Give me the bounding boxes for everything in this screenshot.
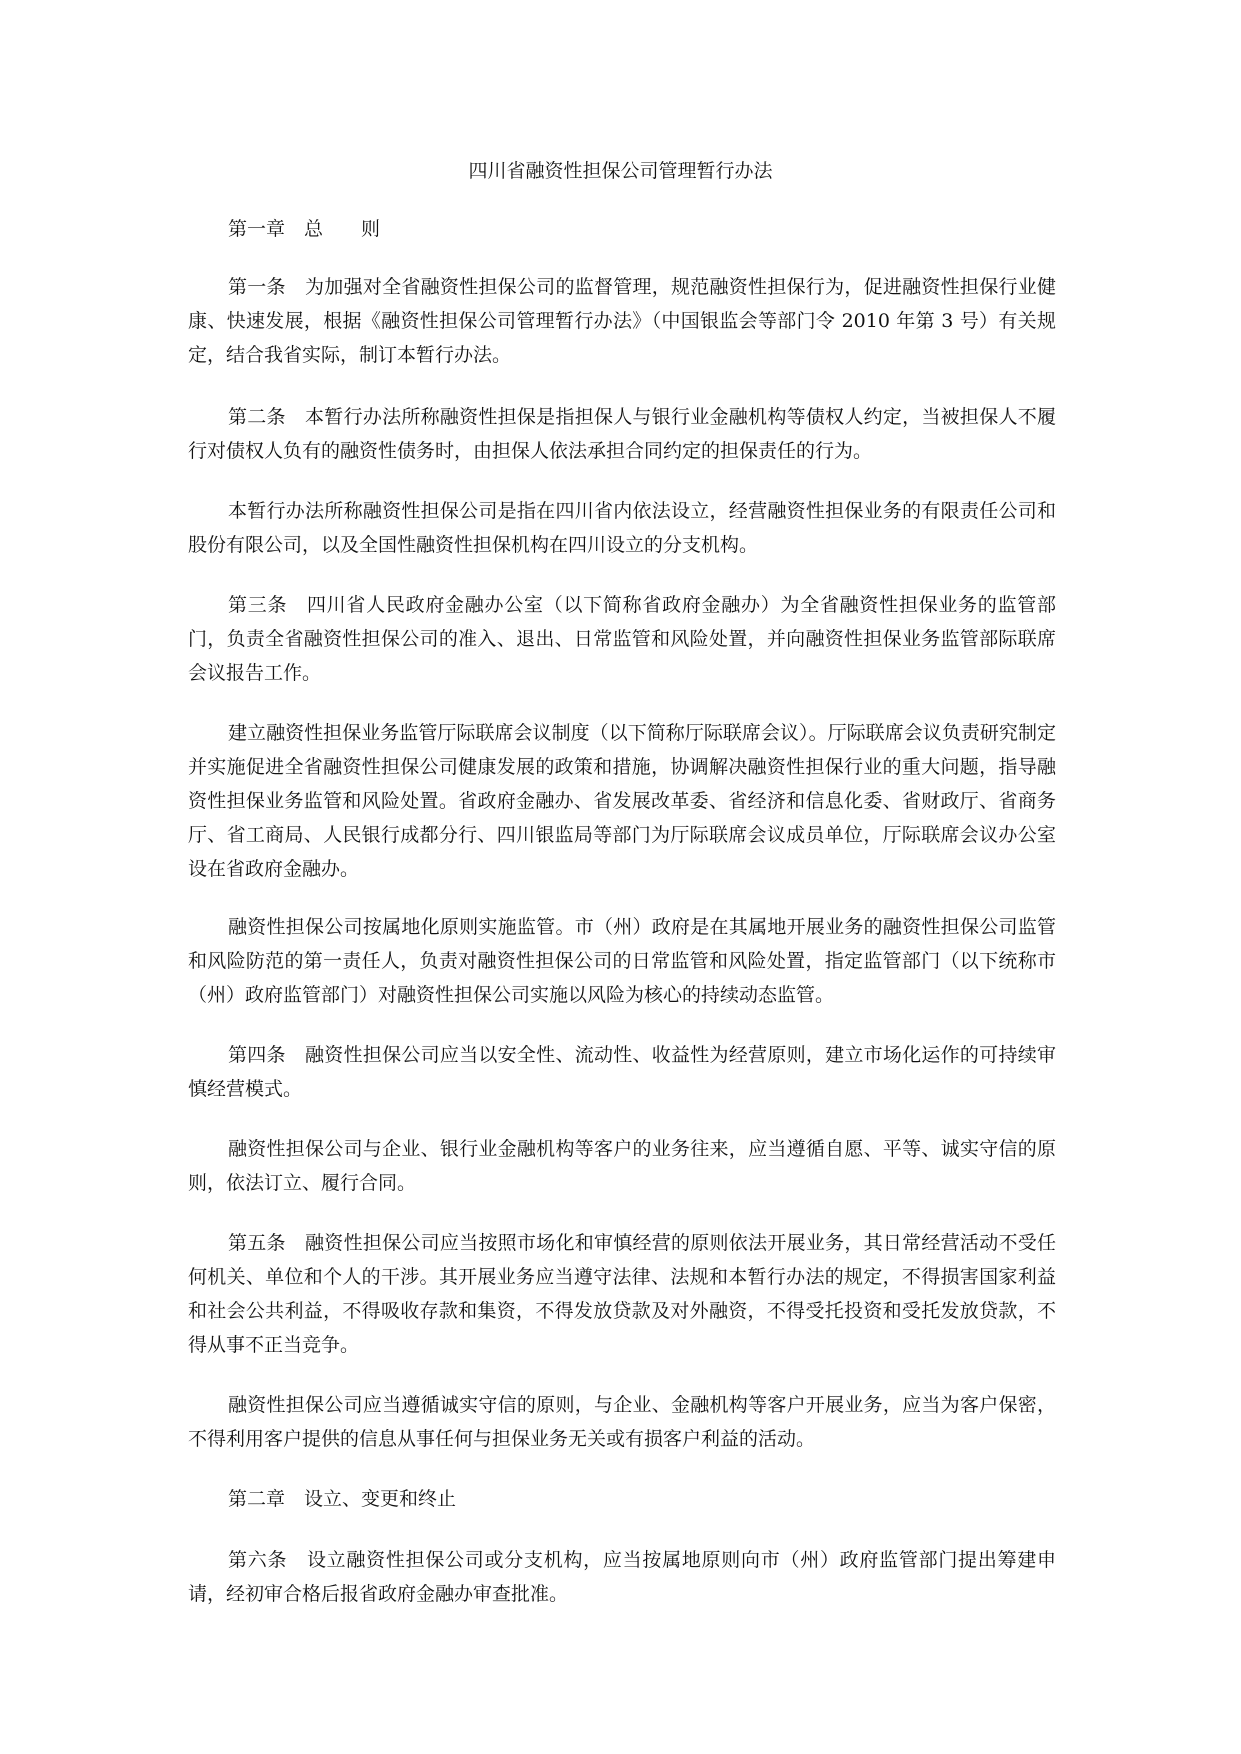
article-4	[188, 1038, 1056, 1106]
document-title: 四川省融资性担保公司管理暂行办法	[468, 160, 773, 182]
article-text: 本暂行办法所称融资性担保是指担保人与银行业金融机构等债权人约定，当被担保人不履行对债权人负有的融资性债务时，由担保人依法承担合同约定的担保责任的行为。	[188, 406, 1056, 462]
article-text: 为加强对全省融资性担保公司的监督管理，规范融资性担保行为，促进融资性担保行业健康、快速发展，根据《融资性担保公司管理暂行办法》（中国银监会等部门令 2010 年第 3 号）有关规定，结合我省实际，制订本暂行办法。	[188, 276, 1056, 366]
paragraph-text: 建立融资性担保业务监管厅际联席会议制度（以下简称厅际联席会议）。厅际联席会议负责研究制定并实施促进全省融资性担保公司健康发展的政策和措施，协调解决融资性担保行业的重大问题，指导融资性担保业务监管和风险处置。省政府金融办、省发展改革委、省经济和信息化委、省财政厅、省商务厅、省工商局、人民银行成都分行、四川银监局等部门为厅际联席会议成员单位，厅际联席会议办公室设在省政府金融办。	[188, 722, 1056, 880]
paragraph-text: 融资性担保公司与企业、银行业金融机构等客户的业务往来，应当遵循自愿、平等、诚实守信的原则，依法订立、履行合同。	[188, 1138, 1056, 1194]
article-label: 第四条	[228, 1044, 306, 1066]
paragraph-text: 本暂行办法所称融资性担保公司是指在四川省内依法设立，经营融资性担保业务的有限责任公司和股份有限公司，以及全国性融资性担保机构在四川设立的分支机构。	[188, 500, 1056, 556]
article-text: 融资性担保公司应当以安全性、流动性、收益性为经营原则，建立市场化运作的可持续审慎经营模式。	[188, 1044, 1056, 1100]
article-label: 第二条	[228, 406, 306, 428]
article-5	[188, 1226, 1056, 1362]
article-label: 第五条	[228, 1232, 306, 1254]
paragraph-3b	[188, 716, 1056, 886]
article-3	[188, 588, 1056, 690]
article-text: 设立融资性担保公司或分支机构，应当按属地原则向市（州）政府监管部门提出筹建申请，经初审合格后报省政府金融办审查批准。	[188, 1549, 1056, 1605]
paragraph-5b	[188, 1388, 1056, 1456]
paragraph-3c	[188, 910, 1056, 1012]
article-label: 第三条	[228, 594, 307, 616]
article-text: 融资性担保公司应当按照市场化和审慎经营的原则依法开展业务，其日常经营活动不受任何机关、单位和个人的干涉。其开展业务应当遵守法律、法规和本暂行办法的规定，不得损害国家利益和社会公共利益，不得吸收存款和集资，不得发放贷款及对外融资，不得受托投资和受托发放贷款，不得从事不正当竞争。	[188, 1232, 1056, 1356]
chapter-heading-2: 第二章 设立、变更和终止	[228, 1488, 457, 1510]
paragraph-text: 融资性担保公司按属地化原则实施监管。市（州）政府是在其属地开展业务的融资性担保公司监管和风险防范的第一责任人，负责对融资性担保公司的日常监管和风险处置，指定监管部门（以下统称市（州）政府监管部门）对融资性担保公司实施以风险为核心的持续动态监管。	[188, 916, 1056, 1006]
article-1	[188, 270, 1056, 372]
paragraph-4b	[188, 1132, 1056, 1200]
article-text: 四川省人民政府金融办公室（以下简称省政府金融办）为全省融资性担保业务的监管部门，负责全省融资性担保公司的准入、退出、日常监管和风险处置，并向融资性担保业务监管部际联席会议报告工作。	[188, 594, 1056, 684]
paragraph-text: 融资性担保公司应当遵循诚实守信的原则，与企业、金融机构等客户开展业务，应当为客户保密，不得利用客户提供的信息从事任何与担保业务无关或有损客户利益的活动。	[188, 1394, 1056, 1450]
article-6	[188, 1543, 1056, 1611]
article-2	[188, 400, 1056, 468]
article-label: 第一条	[228, 276, 306, 298]
article-label: 第六条	[228, 1549, 307, 1571]
paragraph-2b	[188, 494, 1056, 562]
chapter-heading-1: 第一章 总 则	[228, 218, 381, 240]
